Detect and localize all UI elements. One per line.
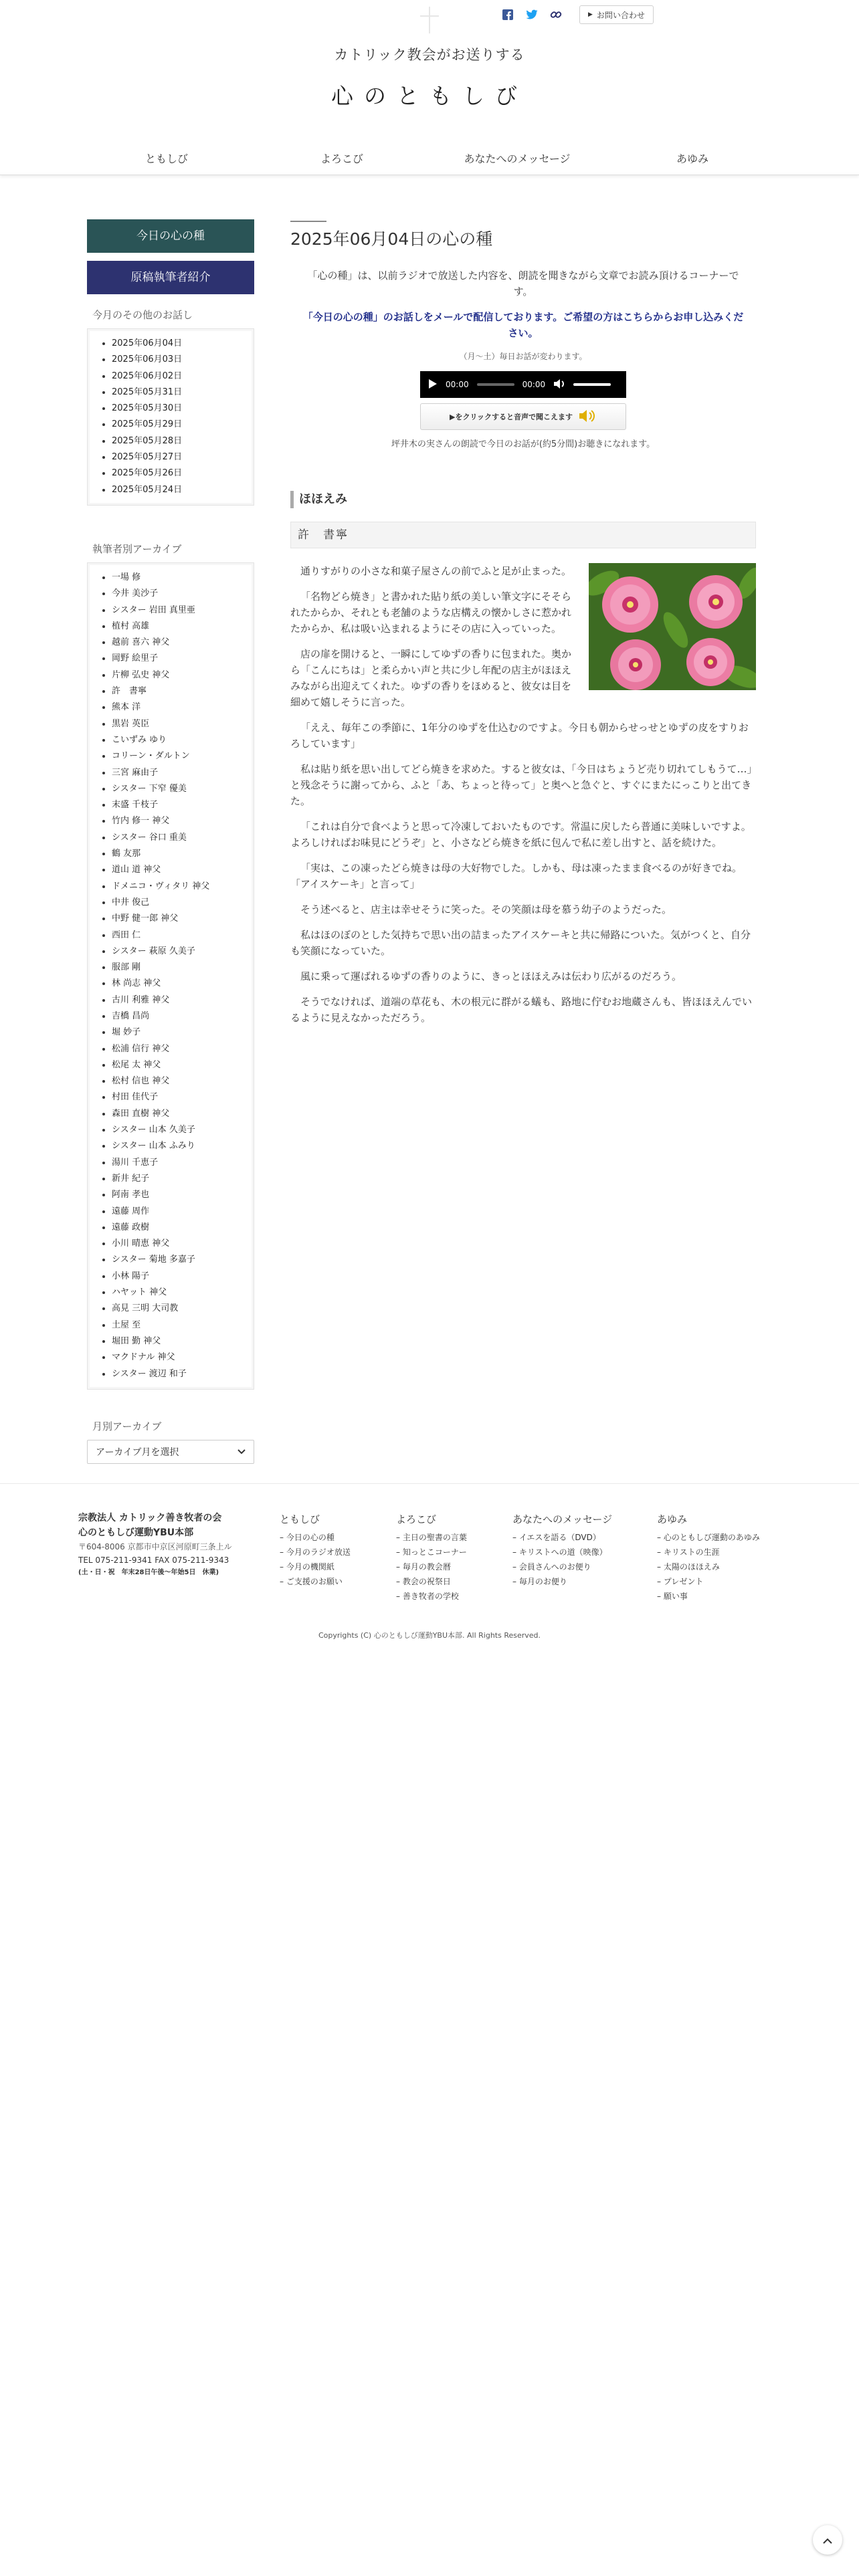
footer-link[interactable]	[396, 1574, 467, 1589]
story-paragraph: 「ええ、毎年この季節に、1年分のゆずを仕込むのですよ。今日も朝からせっせとゆずの皮をすりおろしています」	[290, 722, 749, 750]
footer	[0, 1483, 859, 1640]
gnav-item-ayumi[interactable]: あゆみ	[676, 152, 708, 165]
date-link[interactable]: 2025年05月24日	[93, 482, 248, 498]
story-paragraph: 「名物どら焼き」と書かれた貼り紙の美しい筆文字にそそられたからか、それとも老舗のような店構えの懐かしさに惹かれたからか、私は吸い込まれるようにその店に入っていった。	[290, 591, 572, 635]
footer-link-label: 毎月の教会暦	[402, 1562, 451, 1572]
contact-label: お問い合わせ	[596, 10, 645, 20]
footer-column-heading[interactable]: あなたへのメッセージ	[512, 1513, 613, 1525]
author-link[interactable]: 片柳 弘史 神父	[93, 667, 248, 683]
author-link[interactable]: シスター 萩原 久美子	[93, 944, 248, 960]
dash-icon: –	[280, 1562, 286, 1572]
story-paragraph: 通りすがりの小さな和菓子屋さんの前でふと足が止まった。	[300, 565, 572, 577]
audio-progress-bar[interactable]	[477, 383, 514, 386]
footer-column-heading[interactable]: あゆみ	[657, 1513, 688, 1525]
footer-org	[78, 1511, 259, 1579]
author-link[interactable]: 小林 陽子	[93, 1269, 248, 1285]
author-link[interactable]: 三宮 麻由子	[93, 765, 248, 781]
author-link[interactable]: 一場 修	[93, 570, 248, 586]
author-link[interactable]: 高見 三明 大司教	[93, 1301, 248, 1317]
author-link[interactable]: 松浦 信行 神父	[93, 1041, 248, 1057]
footer-link[interactable]	[396, 1589, 467, 1604]
dash-icon: –	[396, 1592, 403, 1601]
footer-link-label: イエスを語る（DVD）	[518, 1533, 601, 1542]
volume-slider[interactable]	[573, 383, 611, 386]
author-link[interactable]: シスター 山本 久美子	[93, 1122, 248, 1138]
dash-icon: –	[396, 1577, 403, 1586]
author-link[interactable]: 林 尚志 神父	[93, 976, 248, 992]
footer-link[interactable]	[512, 1574, 612, 1589]
gnav-item-tomoshibi[interactable]: ともしび	[145, 152, 188, 165]
footer-link-label: 今日の心の種	[286, 1533, 335, 1542]
story	[290, 563, 756, 1026]
author-link[interactable]: 中野 健一郎 神父	[93, 911, 248, 927]
footer-column-heading[interactable]: よろこび	[396, 1513, 437, 1525]
chevron-right-icon: ▶	[588, 11, 593, 18]
author-link[interactable]: 堀 妙子	[93, 1025, 248, 1041]
footer-link-label: ご支援のお願い	[286, 1577, 343, 1586]
footer-link[interactable]	[657, 1530, 760, 1545]
back-to-top-button[interactable]	[813, 2525, 842, 2555]
footer-link-label: 善き牧者の学校	[402, 1592, 459, 1601]
intro-text: 「心の種」は、以前ラジオで放送した内容を、朗読を聞きながら文章でお読み頂けるコーナーです。	[307, 270, 739, 298]
date-link[interactable]: 2025年05月29日	[93, 417, 248, 433]
author-link[interactable]: 竹内 修一 神父	[93, 813, 248, 829]
footer-link-label: 願い事	[663, 1592, 688, 1601]
gnav-item-yorokobi[interactable]: よろこび	[320, 152, 363, 165]
speech-label: ▶をクリックすると音声で聞こえます	[449, 413, 573, 421]
org-hours: (土・日・祝 年末28日午後〜年始5日 休業)	[78, 1569, 219, 1576]
authors-intro-button[interactable]: 原稿執筆者紹介	[87, 261, 254, 294]
story-paragraph: 「実は、この凍ったどら焼きは母の大好物でした。しかも、母は凍ったまま食べるのが好きでね。「アイスケーキ」と言って」	[290, 862, 743, 890]
author-link[interactable]: 今井 美沙子	[93, 586, 248, 602]
org-tel: TEL 075-211-9341 FAX 075-211-9343	[78, 1555, 229, 1565]
author-link[interactable]: 植村 高雄	[93, 619, 248, 635]
org-name-2: 心のともしび運動YBU本部	[78, 1527, 194, 1538]
dash-icon: –	[657, 1533, 664, 1542]
dash-icon: –	[396, 1562, 403, 1572]
author-link[interactable]: ドメニコ・ヴィタリ 神父	[93, 879, 248, 895]
org-name-1: 宗教法人 カトリック善き牧者の会	[78, 1513, 222, 1523]
story-paragraph: そうでなければ、道端の草花も、木の根元に群がる蟻も、路地に佇むお地蔵さんも、皆ほほえんでいるように見えなかっただろう。	[290, 996, 753, 1024]
play-icon[interactable]	[428, 379, 438, 391]
author-link[interactable]: 中井 俊己	[93, 895, 248, 911]
author-link[interactable]: ハヤット 神父	[93, 1285, 248, 1301]
dash-icon: –	[657, 1592, 664, 1601]
author-link[interactable]: 村田 佳代子	[93, 1089, 248, 1105]
dash-icon: –	[512, 1577, 519, 1586]
reader-note: 坪井木の実さんの朗読で今日のお話が(約5分間)お聴きになれます。	[391, 439, 656, 449]
dash-icon: –	[396, 1547, 403, 1557]
footer-link-label: 心のともしび運動のあゆみ	[663, 1533, 760, 1542]
footer-link-label: 太陽のほほえみ	[663, 1562, 720, 1572]
footer-link-label: キリストへの道（映像）	[518, 1547, 607, 1557]
author-link[interactable]: 岡野 絵里子	[93, 651, 248, 667]
footer-link[interactable]	[280, 1545, 351, 1560]
author-link[interactable]: 末盛 千枝子	[93, 797, 248, 813]
author-link[interactable]: こいずみ ゆり	[93, 732, 248, 748]
mail-subscribe-link[interactable]: 「今日の心の種」のお話しをメールで配信しております。ご希望の方はこちらからお申し込みください。	[302, 311, 744, 339]
author-link[interactable]: コリーン・ダルトン	[93, 748, 248, 764]
dash-icon: –	[512, 1547, 519, 1557]
author-link[interactable]: 松村 信也 神父	[93, 1073, 248, 1089]
author-link[interactable]: シスター 菊地 多嘉子	[93, 1252, 248, 1268]
author-link[interactable]: 土屋 至	[93, 1317, 248, 1333]
footer-link[interactable]	[657, 1574, 760, 1589]
today-seed-button[interactable]: 今日の心の種	[87, 219, 254, 253]
author-name: 許 書寧	[290, 522, 756, 548]
author-link[interactable]: 熊本 洋	[93, 700, 248, 716]
author-link[interactable]: 鶴 友那	[93, 846, 248, 862]
footer-link[interactable]	[512, 1530, 612, 1545]
facebook-icon[interactable]	[500, 7, 515, 22]
flower-photo	[589, 563, 756, 690]
footer-link[interactable]	[280, 1560, 351, 1574]
chevron-up-icon	[823, 2534, 832, 2547]
date-link[interactable]: 2025年06月03日	[93, 352, 248, 368]
monthly-archive-select[interactable]	[87, 1440, 254, 1464]
section-heading: ほほえみ	[290, 491, 756, 508]
author-link[interactable]: シスター 谷口 重美	[93, 830, 248, 846]
dash-icon: –	[657, 1562, 664, 1572]
footer-link-label: 今月の機関紙	[286, 1562, 335, 1572]
monthly-heading: 月別アーカイブ	[92, 1420, 162, 1432]
author-link[interactable]: 遠藤 周作	[93, 1204, 248, 1220]
page-title: 2025年06月04日の心の種	[290, 229, 493, 249]
author-link[interactable]: 小川 晴恵 神父	[93, 1236, 248, 1252]
story-paragraph: 店の扉を開けると、一瞬にしてゆずの香りに包まれた。奥から「こんにちは」と柔らかい声と共に少し年配の店主がほほえみながら出迎えてくれた。ゆずの香りをほめると、彼女は目を細めて嬉しそうに言った。	[290, 648, 572, 708]
monthly-select-value: アーカイブ月を選択	[96, 1446, 179, 1458]
date-link[interactable]: 2025年06月02日	[93, 368, 248, 385]
author-link[interactable]: 新井 紀子	[93, 1171, 248, 1187]
dash-icon: –	[396, 1533, 403, 1542]
cross-logo-icon	[416, 7, 443, 33]
author-link[interactable]: 越前 喜六 神父	[93, 635, 248, 651]
dash-icon: –	[280, 1577, 286, 1586]
date-link[interactable]: 2025年05月26日	[93, 465, 248, 481]
link-icon[interactable]	[549, 7, 563, 22]
date-list	[93, 336, 248, 498]
date-link[interactable]: 2025年05月28日	[93, 433, 248, 449]
footer-link-label: 毎月のお便り	[518, 1577, 567, 1586]
author-link[interactable]: 松尾 太 神父	[93, 1057, 248, 1073]
footer-link-label: 知っとこコーナー	[402, 1547, 467, 1557]
footer-link-label: 教会の祝祭日	[402, 1577, 451, 1586]
date-list-box	[87, 328, 254, 506]
audio-total-time: 00:00	[522, 380, 546, 389]
author-list	[93, 570, 248, 1382]
story-paragraph: 私はほのぼのとした気持ちで思い出の詰まったアイスケーキと共に帰路についた。気がつくと、自分も笑顔になっていた。	[290, 929, 751, 957]
footer-link-label: 今月のラジオ放送	[286, 1547, 351, 1557]
author-link[interactable]: 遠藤 政樹	[93, 1220, 248, 1236]
main-content	[290, 221, 756, 1035]
date-link[interactable]: 2025年06月04日	[93, 336, 248, 352]
site-title[interactable]: 心のともしび	[331, 83, 528, 109]
days-note: （月～土）毎日お話が変わります。	[459, 352, 587, 361]
speaker-icon	[578, 409, 597, 425]
footer-link[interactable]	[512, 1545, 612, 1560]
gnav-item-message[interactable]: あなたへのメッセージ	[464, 152, 571, 165]
contact-button[interactable]	[579, 5, 654, 24]
footer-link[interactable]	[657, 1545, 760, 1560]
others-heading: 今月のその他のお話し	[92, 309, 193, 321]
footer-link[interactable]	[396, 1530, 467, 1545]
footer-link[interactable]	[657, 1589, 760, 1604]
author-link[interactable]: シスター 山本 ふみり	[93, 1138, 248, 1154]
audio-current-time: 00:00	[446, 380, 469, 389]
footer-column	[396, 1512, 467, 1604]
footer-column	[512, 1512, 612, 1589]
audio-player	[420, 371, 626, 398]
sidebar	[87, 219, 254, 1464]
dash-icon: –	[657, 1547, 664, 1557]
footer-link-label: キリストの生涯	[663, 1547, 720, 1557]
dash-icon: –	[280, 1547, 286, 1557]
dash-icon: –	[512, 1533, 519, 1542]
dash-icon: –	[657, 1577, 664, 1586]
author-link[interactable]: 古川 利雅 神父	[93, 992, 248, 1008]
author-link[interactable]: シスター 渡辺 和子	[93, 1366, 248, 1382]
footer-link[interactable]	[657, 1560, 760, 1574]
dash-icon: –	[512, 1562, 519, 1572]
author-link[interactable]: 湯川 千恵子	[93, 1155, 248, 1171]
author-link[interactable]: 森田 直樹 神父	[93, 1106, 248, 1122]
story-paragraph: そう述べると、店主は幸せそうに笑った。その笑顔は母を慕う幼子のようだった。	[300, 903, 672, 916]
footer-link-label: 主日の聖書の言葉	[402, 1533, 467, 1542]
date-link[interactable]: 2025年05月27日	[93, 449, 248, 465]
footer-column	[280, 1512, 351, 1589]
speech-button[interactable]	[420, 403, 626, 430]
author-link[interactable]: 阿南 孝也	[93, 1187, 248, 1203]
footer-column-heading[interactable]: ともしび	[280, 1513, 320, 1525]
copyright: Copyrights (C) 心のともしび運動YBU本部. All Rights Reserved.	[318, 1631, 541, 1640]
twitter-icon[interactable]	[524, 7, 539, 22]
org-address: 〒604-8006 京都市中京区河原町三条上ル	[78, 1542, 232, 1551]
footer-column	[657, 1512, 760, 1604]
story-paragraph: 風に乗って運ばれるゆずの香りのように、きっとほほえみは伝わり広がるのだろう。	[300, 970, 682, 982]
author-link[interactable]: 堀田 勤 神父	[93, 1333, 248, 1350]
story-paragraph: 「これは自分で食べようと思って冷凍しておいたものです。常温に戻したら普通に美味しいですよ。よろしければお味見にどうぞ」と、小さなどら焼きを紙に包んで私に差し出すと、話を続けた。	[290, 821, 751, 849]
author-link[interactable]: 吉橋 昌尚	[93, 1008, 248, 1025]
author-link[interactable]: シスター 下窄 優美	[93, 781, 248, 797]
title-rule	[290, 221, 326, 222]
top-utility-bar	[500, 5, 654, 24]
authors-heading: 執筆者別アーカイブ	[92, 542, 182, 555]
author-list-box	[87, 562, 254, 1390]
footer-link[interactable]	[512, 1560, 612, 1574]
tagline: カトリック教会がお送りする	[334, 47, 525, 63]
footer-link[interactable]	[396, 1560, 467, 1574]
author-link[interactable]: 西田 仁	[93, 928, 248, 944]
date-link[interactable]: 2025年05月31日	[93, 385, 248, 401]
date-link[interactable]: 2025年05月30日	[93, 401, 248, 417]
footer-link-label: プレゼント	[663, 1577, 704, 1586]
author-link[interactable]: 許 書寧	[93, 683, 248, 700]
author-link[interactable]: 道山 道 神父	[93, 862, 248, 878]
author-link[interactable]: シスター 岩田 真里亜	[93, 603, 248, 619]
footer-link-label: 会員さんへのお便り	[518, 1562, 591, 1572]
author-link[interactable]: 服部 剛	[93, 960, 248, 976]
story-paragraph: 私は貼り紙を思い出してどら焼きを求めた。すると彼女は、「今日はちょうど売り切れてしもうて…」と残念そうに謝ってから、ふと「あ、ちょっと待って」と奥へと急ぐと、すぐにまたにっこりと出てきた。	[290, 763, 753, 807]
chevron-down-icon	[237, 1446, 246, 1457]
global-nav	[0, 146, 859, 175]
volume-icon[interactable]	[553, 379, 565, 391]
author-link[interactable]: 黒岩 英臣	[93, 716, 248, 732]
footer-link[interactable]	[280, 1530, 351, 1545]
dash-icon: –	[280, 1533, 286, 1542]
footer-link[interactable]	[396, 1545, 467, 1560]
author-link[interactable]: マクドナル 神父	[93, 1350, 248, 1366]
footer-link[interactable]	[280, 1574, 351, 1589]
